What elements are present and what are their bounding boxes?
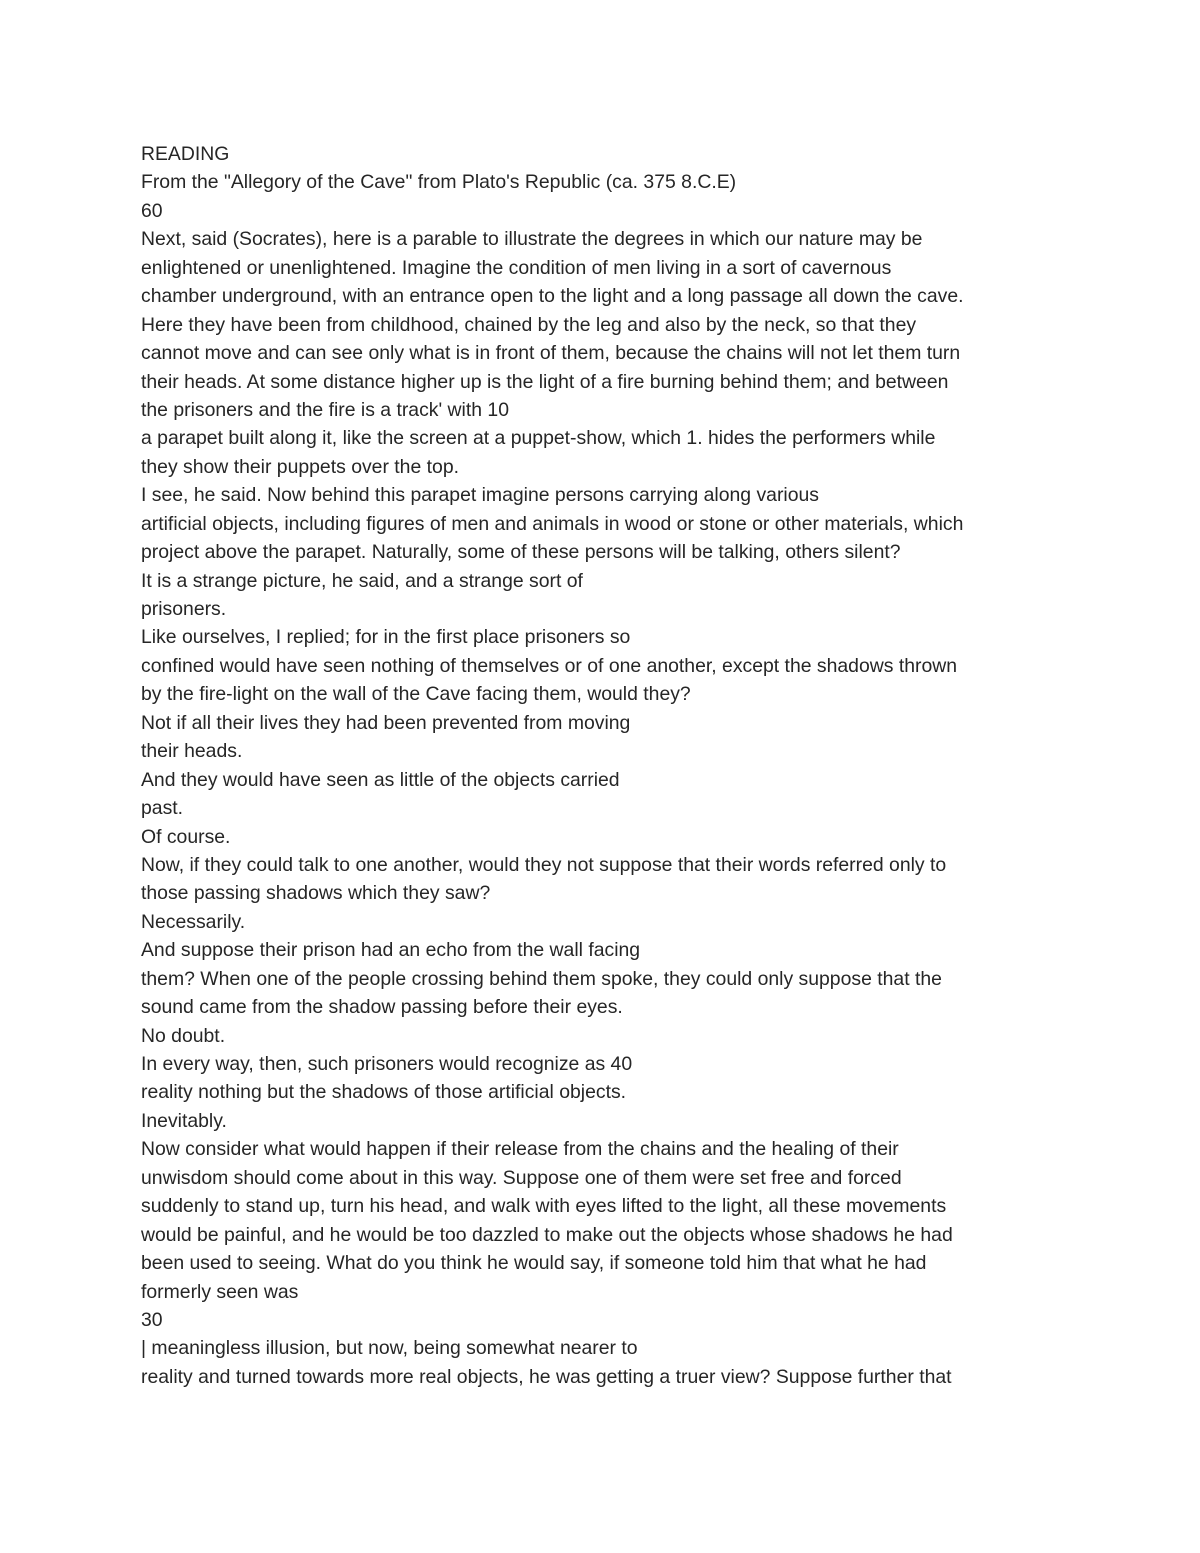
text-line: Here they have been from childhood, chained by the leg and also by the neck, so that they xyxy=(141,313,917,336)
text-line: READING xyxy=(141,143,230,165)
text-line: chamber underground, with an entrance open to the light and a long passage all down the cave. xyxy=(141,285,964,308)
text-line: Of course. xyxy=(141,825,231,848)
text-line: reality nothing but the shadows of those artificial objects. xyxy=(141,1081,627,1104)
text-line: Now, if they could talk to one another, would they not suppose that their words referred only to xyxy=(141,853,947,876)
text-line: No doubt. xyxy=(141,1024,226,1047)
text-line: And they would have seen as little of the objects carried xyxy=(141,768,620,791)
text-line: past. xyxy=(141,797,184,820)
text-line: Next, said (Socrates), here is a parable to illustrate the degrees in which our nature may be xyxy=(141,228,923,251)
text-line: Not if all their lives they had been prevented from moving xyxy=(141,711,631,734)
text-line: Now consider what would happen if their release from the chains and the healing of their xyxy=(141,1138,899,1161)
text-line: unwisdom should come about in this way. Suppose one of them were set free and forced xyxy=(141,1166,902,1189)
text-line: would be painful, and he would be too dazzled to make out the objects whose shadows he had xyxy=(141,1223,953,1246)
text-line: their heads. xyxy=(141,740,243,763)
text-line: And suppose their prison had an echo from the wall facing xyxy=(141,939,641,962)
text-line: confined would have seen nothing of themselves or of one another, except the shadows thrown xyxy=(141,654,958,677)
text-line: Like ourselves, I replied; for in the first place prisoners so xyxy=(141,626,631,649)
text-line: cannot move and can see only what is in front of them, because the chains will not let them turn xyxy=(141,342,961,365)
text-line: suddenly to stand up, turn his head, and walk with eyes lifted to the light, all these movements xyxy=(141,1195,947,1218)
text-line: their heads. At some distance higher up is the light of a fire burning behind them; and between xyxy=(141,370,949,393)
text-line: reality and turned towards more real objects, he was getting a truer view? Suppose further that xyxy=(141,1365,952,1388)
text-line: formerly seen was xyxy=(141,1280,299,1303)
text-line: been used to seeing. What do you think he would say, if someone told him that what he had xyxy=(141,1252,927,1275)
text-line: From the "Allegory of the Cave" from Plato's Republic (ca. 375 8.C.E) xyxy=(141,171,737,194)
text-line: they show their puppets over the top. xyxy=(141,455,459,478)
text-line: 30 xyxy=(141,1308,163,1331)
text-line: artificial objects, including figures of men and animals in wood or stone or other materials, which xyxy=(141,512,964,535)
text-line: Necessarily. xyxy=(141,910,246,933)
text-line: 60 xyxy=(141,199,163,222)
text-line: Inevitably. xyxy=(141,1109,227,1132)
document-text-body xyxy=(141,140,1141,1391)
text-line: It is a strange picture, he said, and a strange sort of xyxy=(141,569,583,592)
text-line: prisoners. xyxy=(141,598,227,620)
text-line: the prisoners and the fire is a track' with 10 xyxy=(141,398,509,421)
text-line: project above the parapet. Naturally, some of these persons will be talking, others silent? xyxy=(141,541,901,564)
text-line: enlightened or unenlightened. Imagine the condition of men living in a sort of cavernous xyxy=(141,256,892,279)
text-line: those passing shadows which they saw? xyxy=(141,882,491,905)
text-line: | meaningless illusion, but now, being somewhat nearer to xyxy=(141,1337,638,1360)
text-line: them? When one of the people crossing behind them spoke, they could only suppose that the xyxy=(141,967,942,990)
text-line: by the fire-light on the wall of the Cave facing them, would they? xyxy=(141,683,691,706)
text-line: I see, he said. Now behind this parapet imagine persons carrying along various xyxy=(141,484,819,507)
text-line: In every way, then, such prisoners would recognize as 40 xyxy=(141,1053,633,1075)
text-line: sound came from the shadow passing before their eyes. xyxy=(141,996,623,1019)
text-line: a parapet built along it, like the screen at a puppet-show, which 1. hides the performers while xyxy=(141,427,936,450)
